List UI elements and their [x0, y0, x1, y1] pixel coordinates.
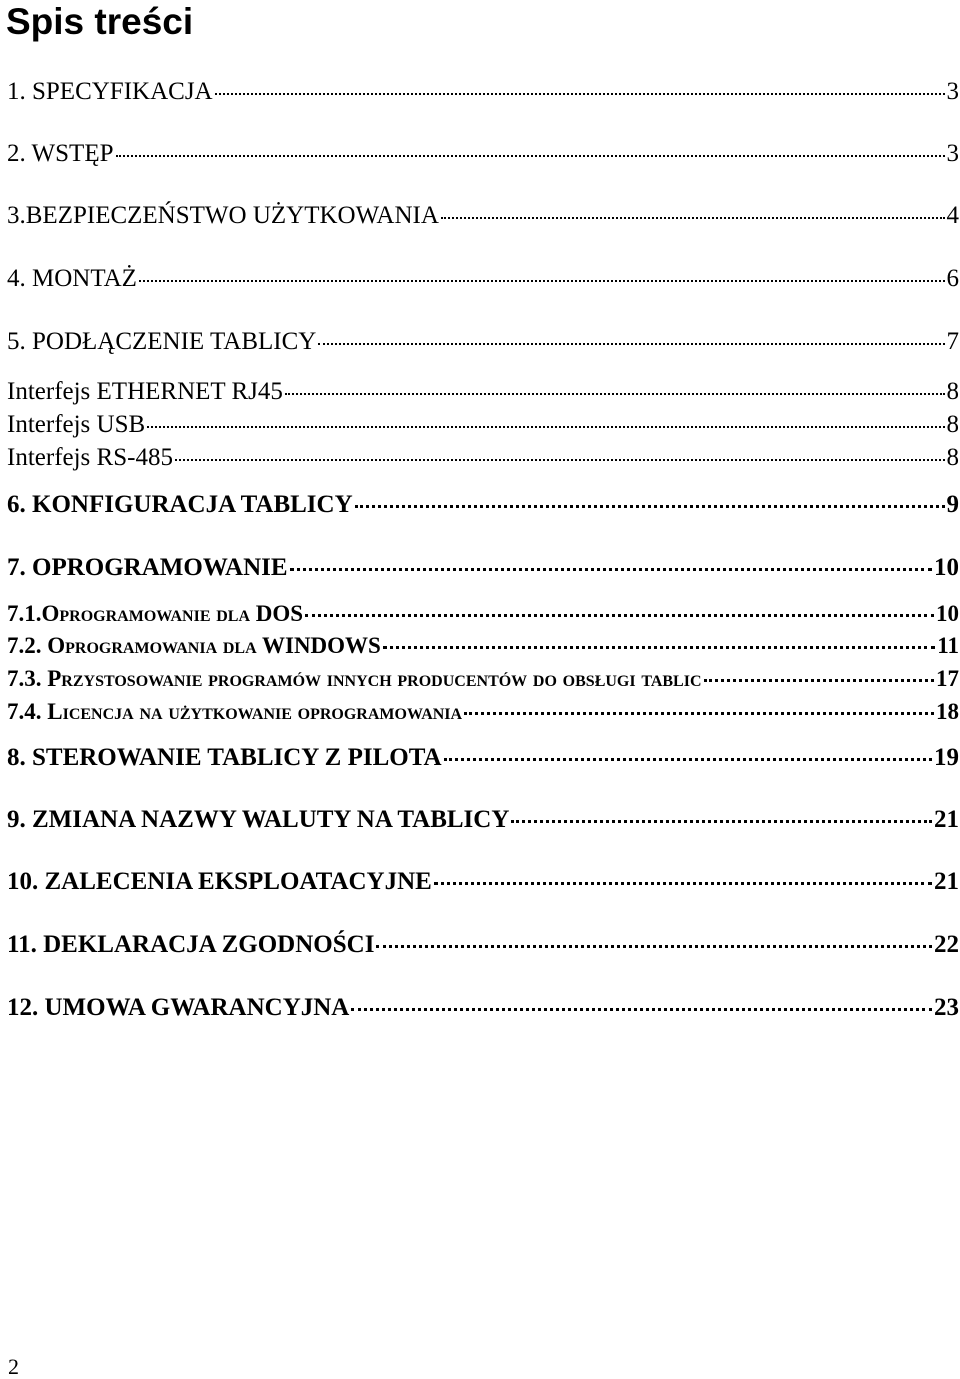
dot-leader: [383, 646, 935, 649]
dot-leader: [116, 155, 945, 157]
toc-entry-page: 19: [934, 744, 959, 771]
toc-entry-label: 10. ZALECENIA EKSPLOATACYJNE: [7, 868, 432, 895]
toc-entry-page: 8: [946, 444, 959, 471]
dot-leader: [318, 343, 944, 345]
dot-leader: [444, 758, 932, 761]
toc-entry-label: 6. KONFIGURACJA TABLICY: [7, 491, 353, 518]
toc-entry-page: 18: [936, 699, 959, 724]
dot-leader: [175, 459, 945, 461]
toc-entry-label: 12. UMOWA GWARANCYJNA: [7, 994, 350, 1021]
dot-leader: [139, 280, 945, 282]
toc-entry-label: Interfejs RS-485: [7, 444, 173, 471]
toc-entry-rs485[interactable]: [7, 444, 959, 474]
toc-entry-przystosowanie[interactable]: [7, 666, 959, 696]
toc-entry-page: 10: [936, 601, 959, 626]
toc-entry-page: 21: [934, 806, 959, 833]
toc-entry-usb[interactable]: [7, 411, 959, 441]
toc-entry-oprogramowanie-dos[interactable]: [7, 601, 959, 631]
dot-leader: [147, 426, 944, 428]
toc-entry-label: 11. DEKLARACJA ZGODNOŚCI: [7, 931, 375, 958]
dot-leader: [434, 882, 932, 885]
toc-entry-page: 4: [946, 202, 959, 229]
dot-leader: [305, 614, 934, 617]
toc-entry-montaz[interactable]: [7, 265, 959, 295]
toc-entry-page: 3: [946, 140, 959, 167]
toc-entry-label: Interfejs USB: [7, 411, 146, 438]
toc-entry-label: Interfejs ETHERNET RJ45: [7, 378, 283, 405]
toc-entry-specyfikacja[interactable]: [7, 78, 959, 108]
toc-entry-bezpieczenstwo[interactable]: [7, 202, 959, 232]
toc-entry-label: 7.1.Oprogramowanie dla DOS: [7, 601, 304, 626]
dot-leader: [376, 945, 932, 948]
toc-entry-label: 9. ZMIANA NAZWY WALUTY NA TABLICY: [7, 806, 510, 833]
dot-leader: [704, 679, 934, 682]
toc-entry-page: 22: [934, 931, 959, 958]
toc-entry-page: 7: [946, 328, 959, 355]
toc-entry-wstep[interactable]: [7, 140, 959, 170]
toc-entry-podlaczenie[interactable]: [7, 328, 959, 358]
toc-entry-page: 21: [934, 868, 959, 895]
toc-entry-page: 11: [937, 633, 959, 658]
page-title: Spis treści: [6, 1, 194, 42]
toc-entry-label: 5. PODŁĄCZENIE TABLICY: [7, 328, 317, 355]
toc-entry-label: 1. SPECYFIKACJA: [7, 78, 213, 105]
toc-entry-konfiguracja[interactable]: [7, 491, 959, 521]
toc-entry-page: 8: [946, 378, 959, 405]
toc-entry-page: 10: [934, 554, 959, 581]
toc-entry-page: 3: [946, 78, 959, 105]
dot-leader: [355, 505, 945, 508]
dot-leader: [511, 820, 932, 823]
toc-entry-label: 8. STEROWANIE TABLICY Z PILOTA: [7, 744, 442, 771]
dot-leader: [215, 93, 945, 95]
toc-entry-label: 4. MONTAŻ: [7, 265, 137, 292]
toc-entry-page: 6: [946, 265, 959, 292]
toc-entry-umowa[interactable]: [7, 994, 959, 1024]
toc-entry-label: 3.BEZPIECZEŃSTWO UŻYTKOWANIA: [7, 202, 439, 229]
toc-entry-label: 7. OPROGRAMOWANIE: [7, 554, 288, 581]
toc-entry-page: 23: [934, 994, 959, 1021]
dot-leader: [464, 712, 934, 715]
toc-entry-oprogramowanie-windows[interactable]: [7, 633, 959, 663]
dot-leader: [351, 1008, 932, 1011]
toc-entry-label: 7.4. Licencja na użytkowanie oprogramowania: [7, 699, 463, 724]
toc-entry-page: 8: [946, 411, 959, 438]
toc-entry-label: 7.2. Oprogramowania dla WINDOWS: [7, 633, 381, 658]
toc-entry-zmiana-nazwy[interactable]: [7, 806, 959, 836]
page-number: 2: [8, 1354, 19, 1379]
dot-leader: [290, 568, 932, 571]
dot-leader: [285, 393, 945, 395]
toc-entry-page: 9: [946, 491, 959, 518]
toc-entry-ethernet[interactable]: [7, 378, 959, 408]
dot-leader: [441, 217, 945, 219]
toc-entry-label: 7.3. Przystosowanie programów innych producentów do obsługi tablic: [7, 666, 702, 691]
toc-entry-label: 2. WSTĘP: [7, 140, 114, 167]
toc-entry-licencja[interactable]: [7, 699, 959, 729]
toc-entry-oprogramowanie[interactable]: [7, 554, 959, 584]
toc-entry-sterowanie[interactable]: [7, 744, 959, 774]
toc-entry-deklaracja[interactable]: [7, 931, 959, 961]
toc-entry-page: 17: [936, 666, 959, 691]
toc-entry-zalecenia[interactable]: [7, 868, 959, 898]
